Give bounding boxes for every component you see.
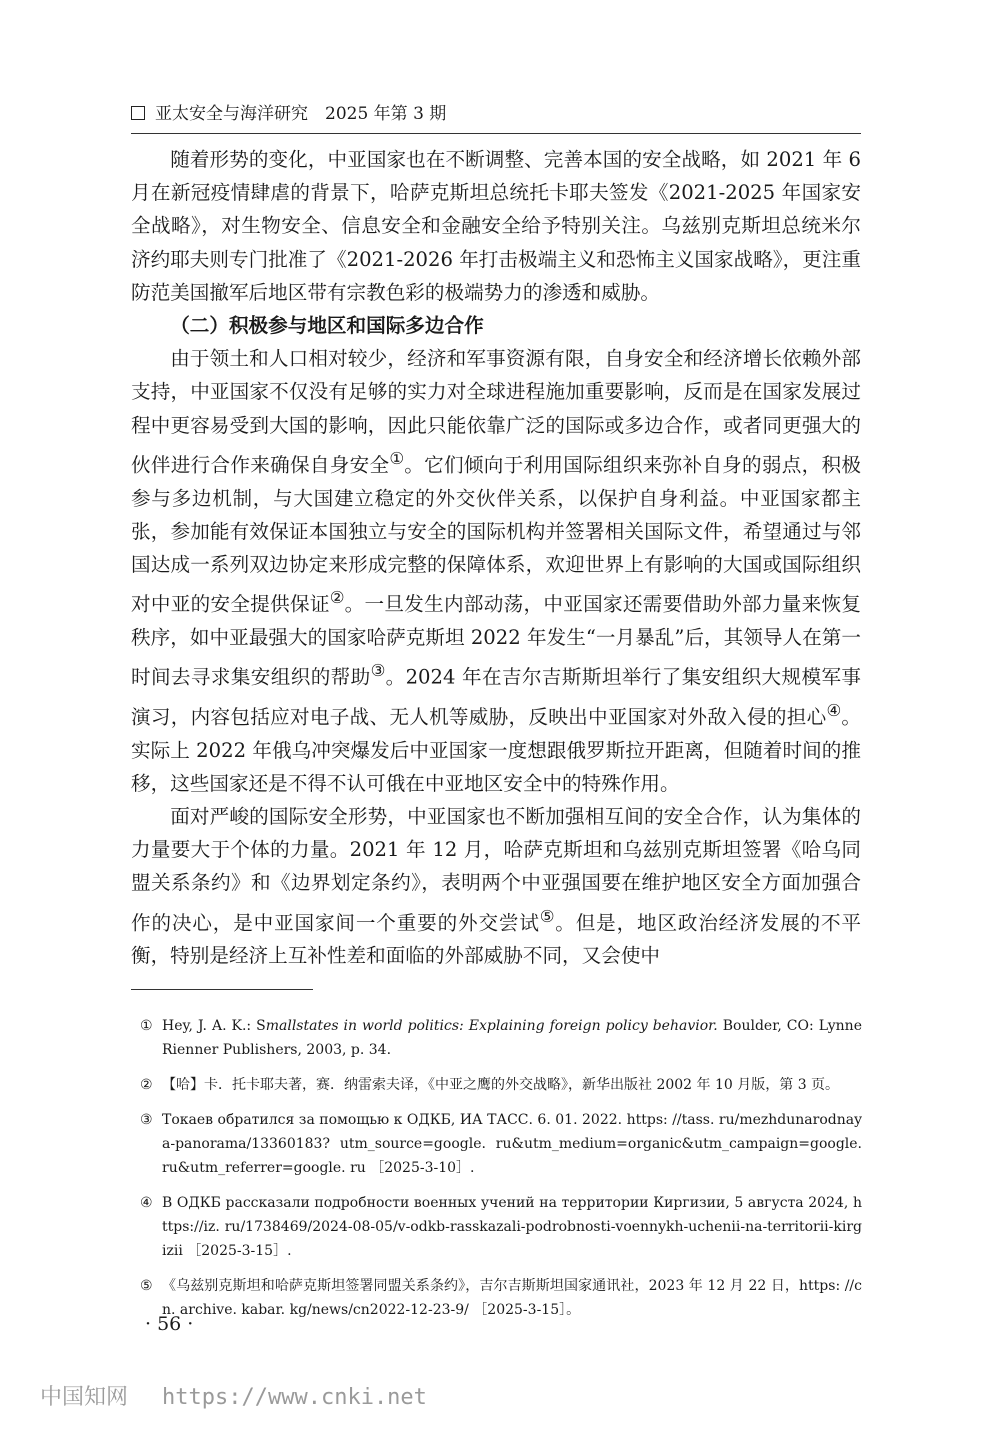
page-number: · 56 · [145,1313,194,1335]
header-rule [131,133,861,134]
footnote-rule [131,989,313,990]
footnote-5: ⑤ 《乌兹别克斯坦和哈萨克斯坦签署同盟关系条约》，吉尔吉斯斯坦国家通讯社，2023 年 12 月 22 日，https: //cn. archive. kabar. kg/news/cn2022-12-23-9/ ［2025-3-15］。 [140,1278,862,1318]
footnote-marker-2[interactable]: ② [329,588,345,608]
footnote-3: ③ Токаев обратился за помощью к ОДКБ, ИА ТАСС. 6. 01. 2022. https: //tass. ru/mezhdunarodnaya-panorama/13360183? utm_source=google. ru&utm_medium=organic&utm_campaign=google. ru&utm_referrer=google. ru ［2025-3-10］. [140,1112,862,1176]
journal-title: 亚太安全与海洋研究 2025 年第 3 期 [155,104,447,124]
cnki-watermark [40,1384,427,1412]
watermark-url[interactable]: https://www.cnki.net [162,1385,427,1410]
footnote-1: ① Hey, J. A. K.: Smallstates in world politics: Explaining foreign policy behavior. Boulder, CO: Lynne Rienner Publishers, 2003, p. 34. [140,1018,862,1058]
paragraph-regional-cooperation: 面对严峻的国际安全形势，中亚国家也不断加强相互间的安全合作，认为集体的力量要大于个体的力量。2021 年 12 月，哈萨克斯坦和乌兹别克斯坦签署《哈乌同盟关系条约》和《边界划定条约》，表明两个中亚强国要在维护地区安全方面加强合作的决心，是中亚国家间一个重要的外交尝试⑤。但是，地区政治经济发展的不平衡，特别是经济上互补性差和面临的外部威胁不同，又会使中 [131,804,862,968]
watermark-site-name: 中国知网 [40,1385,129,1410]
footnotes [140,1014,862,1333]
main-text [131,143,861,973]
section-heading: （二）积极参与地区和国际多边合作 [170,314,484,338]
footnote-marker-1[interactable]: ① [389,448,405,468]
running-header [131,101,861,127]
footnote-4: ④ В ОДКБ рассказали подробности военных учений на территории Киргизии, 5 августа 2024, https://iz. ru/1738469/2024-08-05/v-odkb-rasskazali-podrobnosti-voennykh-uchenii-na-territorii-kirgizii ［2025-3-15］. [140,1195,862,1259]
paragraph-strategy: 随着形势的变化，中亚国家也在不断调整、完善本国的安全战略，如 2021 年 6 月在新冠疫情肆虐的背景下，哈萨克斯坦总统托卡耶夫签发《2021-2025 年国家安全战略》，对生物安全、信息安全和金融安全给予特别关注。乌兹别克斯坦总统米尔济约耶夫则专门批准了《2021-2026 年打击极端主义和恐怖主义国家战略》，更注重防范美国撤军后地区带有宗教色彩的极端势力的渗透和威胁。 [131,148,861,304]
header-square-icon [131,106,145,120]
footnote-2: ② 【哈】卡．托卡耶夫著，赛．纳雷索夫译，《中亚之鹰的外交战略》，新华出版社 2002 年 10 月版，第 3 页。 [140,1077,840,1093]
paragraph-multilateral: 由于领土和人口相对较少，经济和军事资源有限，自身安全和经济增长依赖外部支持，中亚国家不仅没有足够的实力对全球进程施加重要影响，反而是在国家发展过程中更容易受到大国的影响，因此只能依靠广泛的国际或多边合作，或者同更强大的伙伴进行合作来确保自身安全①。它们倾向于利用国际组织来弥补自身的弱点，积极参与多边机制，与大国建立稳定的外交伙伴关系，以保护自身利益。中亚国家都主张，参加能有效保证本国独立与安全的国际机构并签署相关国际文件，希望通过与邻国达成一系列双边协定来形成完整的保障体系，欢迎世界上有影响的大国或国际组织对中亚的安全提供保证②。一旦发生内部动荡，中亚国家还需要借助外部力量来恢复秩序，如中亚最强大的国家哈萨克斯坦 2022 年发生“一月暴乱”后，其领导人在第一时间去寻求集安组织的帮助③。2024 年在吉尔吉斯斯坦举行了集安组织大规模军事演习，内容包括应对电子战、无人机等威胁，反映出中亚国家对外敌入侵的担心④。实际上 2022 年俄乌冲突爆发后中亚国家一度想跟俄罗斯拉开距离，但随着时间的推移，这些国家还是不得不认可俄在中亚地区安全中的特殊作用。 [131,347,862,795]
footnote-marker-5[interactable]: ⑤ [539,906,556,926]
footnote-marker-3[interactable]: ③ [370,661,386,681]
footnote-marker-4[interactable]: ④ [826,700,842,720]
